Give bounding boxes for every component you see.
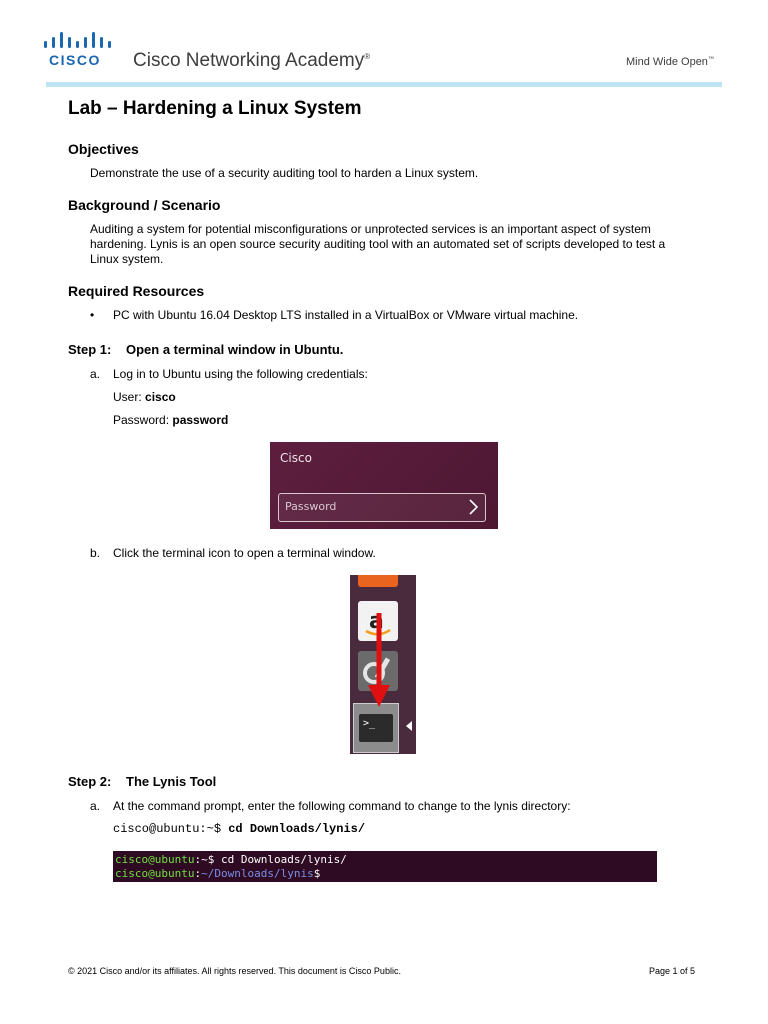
terminal-user-1: cisco@ubuntu bbox=[115, 853, 195, 866]
resources-item-text: PC with Ubuntu 16.04 Desktop LTS installed in a VirtualBox or VMware virtual machine. bbox=[113, 308, 579, 322]
step-2-number: Step 2: bbox=[68, 774, 112, 789]
resources-list-item bbox=[90, 308, 578, 322]
credential-user bbox=[113, 390, 176, 404]
resources-heading: Required Resources bbox=[68, 283, 205, 299]
tagline-trademark: ™ bbox=[707, 56, 714, 63]
credential-password bbox=[113, 413, 228, 427]
user-label: User: bbox=[113, 390, 142, 404]
chevron-right-icon bbox=[467, 498, 479, 516]
header-divider bbox=[46, 82, 722, 87]
step-2a bbox=[90, 799, 571, 813]
step-1a-marker: a. bbox=[90, 367, 101, 381]
footer-copyright: © 2021 Cisco and/or its affiliates. All rights reserved. This document is Cisco Public. bbox=[68, 966, 401, 976]
terminal-path-1: :~$ bbox=[194, 853, 215, 866]
terminal-cmd-1: cd Downloads/lynis/ bbox=[214, 853, 347, 866]
password-label: Password: bbox=[113, 413, 170, 427]
launcher-screenshot bbox=[350, 575, 416, 754]
terminal-user-2: cisco@ubuntu bbox=[115, 867, 195, 880]
login-screenshot bbox=[270, 442, 498, 529]
footer-page-number: Page 1 of 5 bbox=[649, 966, 696, 976]
step-2a-text: At the command prompt, enter the following command to change to the lynis directory: bbox=[113, 799, 571, 813]
user-value: cisco bbox=[145, 390, 176, 404]
terminal-line-1 bbox=[115, 853, 657, 867]
background-line-1: Auditing a system for potential misconfigurations or unprotected services is an important aspect of system bbox=[90, 222, 651, 236]
terminal-screenshot bbox=[113, 851, 657, 882]
step-2-heading bbox=[68, 774, 216, 789]
objectives-text: Demonstrate the use of a security auditing tool to harden a Linux system. bbox=[90, 166, 479, 180]
password-value: password bbox=[172, 413, 229, 427]
command-example bbox=[113, 822, 365, 836]
red-arrow-icon bbox=[366, 611, 392, 711]
step-1b-text: Click the terminal icon to open a terminal window. bbox=[113, 546, 376, 560]
tagline bbox=[626, 56, 714, 68]
page-header bbox=[0, 0, 768, 90]
terminal-colon-2: : bbox=[194, 867, 202, 880]
command-prompt: cisco@ubuntu:~$ bbox=[113, 822, 222, 836]
active-indicator-icon bbox=[404, 721, 412, 731]
background-line-2: hardening. Lynis is an open source security auditing tool with an automated set of scripts developed to test a bbox=[90, 237, 666, 251]
step-1-title: Open a terminal window in Ubuntu. bbox=[126, 342, 344, 357]
step-1a bbox=[90, 367, 368, 381]
terminal-prompt-2: $ bbox=[313, 867, 321, 880]
login-username: Cisco bbox=[280, 451, 312, 465]
cisco-logo-text: CISCO bbox=[49, 52, 101, 68]
software-center-icon bbox=[358, 575, 398, 587]
command-text: cd Downloads/lynis/ bbox=[228, 822, 366, 836]
cisco-logo-bars-icon bbox=[44, 32, 116, 50]
step-1a-text: Log in to Ubuntu using the following credentials: bbox=[113, 367, 368, 381]
step-1-heading bbox=[68, 342, 343, 357]
brand-registered-mark: ® bbox=[364, 52, 371, 61]
background-heading: Background / Scenario bbox=[68, 197, 221, 213]
terminal-icon: >_ bbox=[359, 714, 393, 742]
tagline-text: Mind Wide Open bbox=[626, 56, 708, 68]
background-line-3: Linux system. bbox=[90, 252, 164, 266]
brand-name bbox=[133, 50, 370, 72]
step-1-number: Step 1: bbox=[68, 342, 112, 357]
login-password-field bbox=[278, 493, 486, 522]
step-2a-marker: a. bbox=[90, 799, 101, 813]
step-2-title: The Lynis Tool bbox=[126, 774, 217, 789]
bullet-icon: • bbox=[90, 308, 95, 322]
step-1b bbox=[90, 546, 376, 560]
objectives-heading: Objectives bbox=[68, 141, 139, 157]
brand-text: Cisco Networking Academy bbox=[133, 50, 365, 71]
svg-text:a: a bbox=[369, 609, 384, 634]
login-password-placeholder: Password bbox=[285, 500, 337, 513]
terminal-path-2: ~/Downloads/lynis bbox=[201, 867, 314, 880]
page-title: Lab – Hardening a Linux System bbox=[68, 98, 362, 119]
step-1b-marker: b. bbox=[90, 546, 101, 560]
terminal-line-2 bbox=[115, 867, 657, 881]
